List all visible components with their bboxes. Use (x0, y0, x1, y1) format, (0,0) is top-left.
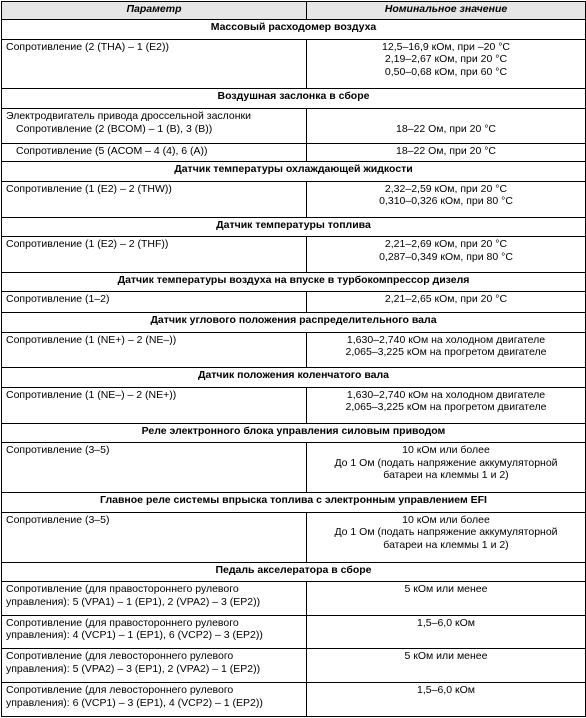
value-text: 1,5–6,0 кОм (417, 684, 475, 697)
param-cell (2, 683, 307, 717)
value-text: 18–22 Ом, при 20 °С (395, 123, 497, 135)
param-text: Сопротивление (3–5) (6, 444, 110, 457)
param-text: Сопротивление (1 (NE–) – 2 (NE+)) (6, 388, 177, 401)
section-header (2, 162, 586, 182)
table-row (2, 683, 586, 717)
value-text: 2,065–3,225 кОм на прогретом двигателе (345, 401, 547, 414)
section-title: Датчик температуры охлаждающей жидкости (2, 162, 586, 182)
value-text: 5 кОм или менее (404, 650, 488, 663)
table-row (2, 582, 586, 616)
param-cell (2, 615, 307, 649)
section-title: Воздушная заслонка в сборе (2, 89, 586, 109)
param-text: управления): 6 (VCP1) – 3 (EP1), 4 (VCP2) – 1 (EP2)) (6, 696, 263, 709)
section-title: Педаль акселератора в сборе (2, 562, 586, 582)
specifications-table (1, 1, 586, 717)
section-title: Массовый расходомер воздуха (2, 20, 586, 40)
table-row (2, 39, 586, 89)
value-text: 2,19–2,67 кОм, при 20 °С (384, 53, 508, 66)
section-title: Главное реле системы впрыска топлива с электронным управлением EFI (2, 493, 586, 513)
value-cell (307, 387, 586, 423)
table-row (2, 143, 586, 161)
value-cell (307, 143, 586, 161)
value-text: 2,21–2,65 кОм, при 20 °С (384, 293, 508, 306)
param-cell (2, 649, 307, 683)
value-text: До 1 Ом (подать напряжение аккумуляторной (334, 526, 558, 539)
value-text: 0,310–0,326 кОм, при 80 °С (379, 195, 513, 208)
section-title: Реле электронного блока управления силовым приводом (2, 423, 586, 443)
table-row (2, 332, 586, 368)
param-cell (2, 512, 307, 562)
param-text: Сопротивление (для левостороннего рулевого (6, 684, 234, 697)
value-text: 1,5–6,0 кОм (417, 616, 475, 629)
param-text: Сопротивление (2 (BCOM) – 1 (B), 3 (B)) (16, 122, 213, 135)
table-row (2, 237, 586, 273)
value-text: 12,5–16,9 кОм, при –20 °С (382, 40, 510, 53)
value-text: 10 кОм или более (402, 444, 490, 457)
table-row (2, 292, 586, 313)
section-header (2, 89, 586, 109)
value-cell (307, 237, 586, 273)
value-cell (307, 582, 586, 616)
table-row (2, 387, 586, 423)
value-text: батареи на клеммы 1 и 2) (383, 469, 509, 482)
section-header (2, 562, 586, 582)
value-text: 10 кОм или более (402, 513, 490, 526)
param-cell (2, 582, 307, 616)
value-text: батареи на клеммы 1 и 2) (383, 538, 509, 551)
section-title: Датчик углового положения распределительного вала (2, 313, 586, 333)
section-header (2, 217, 586, 237)
table-row (2, 512, 586, 562)
param-cell (2, 332, 307, 368)
param-text: Сопротивление (1 (NE+) – 2 (NE–)) (6, 333, 177, 346)
header-nominal-value: Номинальное значение (307, 2, 586, 20)
section-header (2, 368, 586, 388)
param-text: управления): 4 (VCP1) – 1 (EP1), 6 (VCP2) – 3 (EP2)) (6, 629, 263, 642)
value-text: 5 кОм или менее (404, 583, 488, 596)
param-text: управления): 5 (VPA2) – 3 (EP1), 2 (VPA2) – 1 (EP2)) (6, 662, 261, 675)
table-row (2, 181, 586, 217)
table-row (2, 443, 586, 493)
value-text: 2,21–2,69 кОм, при 20 °С (384, 238, 508, 251)
table-row (2, 649, 586, 683)
value-text: 1,630–2,740 кОм на холодном двигателе (346, 333, 546, 346)
section-header (2, 493, 586, 513)
value-text: До 1 Ом (подать напряжение аккумуляторной (334, 456, 558, 469)
section-title: Датчик температуры воздуха на впуске в турбокомпрессор дизеля (2, 272, 586, 292)
param-text: управления): 5 (VPA1) – 1 (EP1), 2 (VPA2) – 3 (EP2)) (6, 595, 261, 608)
param-cell (2, 237, 307, 273)
section-title: Датчик положения коленчатого вала (2, 368, 586, 388)
param-text: Сопротивление (2 (THA) – 1 (E2)) (6, 40, 169, 53)
section-header (2, 423, 586, 443)
value-cell (307, 683, 586, 717)
value-cell (307, 181, 586, 217)
param-cell (2, 443, 307, 493)
value-text: 18–22 Ом, при 20 °С (395, 144, 497, 157)
param-text: Сопротивление (для правостороннего рулевого (6, 616, 239, 629)
param-text: Сопротивление (для левостороннего рулевого (6, 650, 234, 663)
table-row (2, 615, 586, 649)
value-cell (307, 649, 586, 683)
value-cell (307, 332, 586, 368)
section-header (2, 20, 586, 40)
param-text: Сопротивление (для правостороннего рулевого (6, 583, 239, 596)
param-cell (2, 181, 307, 217)
value-cell (307, 512, 586, 562)
value-text: 2,065–3,225 кОм на прогретом двигателе (345, 346, 547, 359)
table-header-row (2, 2, 586, 20)
param-text: Сопротивление (1 (E2) – 2 (THW)) (6, 182, 172, 195)
param-text: Сопротивление (1 (E2) – 2 (THF)) (6, 238, 169, 251)
value-text: 0,287–0,349 кОм, при 80 °С (379, 250, 513, 263)
param-cell (2, 109, 307, 144)
param-text: Сопротивление (1–2) (6, 293, 110, 306)
value-cell (307, 39, 586, 89)
value-text: 0,50–0,68 кОм, при 60 °С (384, 65, 508, 78)
header-parameter: Параметр (2, 2, 307, 20)
section-header (2, 272, 586, 292)
table-row (2, 109, 586, 144)
param-text: Сопротивление (5 (ACOM – 4 (4), 6 (A)) (16, 144, 208, 157)
value-cell (307, 615, 586, 649)
param-cell (2, 143, 307, 161)
section-title: Датчик температуры топлива (2, 217, 586, 237)
value-text: 2,32–2,59 кОм, при 20 °С (384, 182, 508, 195)
value-cell (307, 292, 586, 313)
param-cell (2, 387, 307, 423)
value-text: 1,630–2,740 кОм на холодном двигателе (346, 388, 546, 401)
param-text: Сопротивление (3–5) (6, 513, 110, 526)
group-label: Электродвигатель привода дроссельной заслонки (6, 110, 252, 122)
section-header (2, 313, 586, 333)
param-cell (2, 39, 307, 89)
param-cell (2, 292, 307, 313)
value-cell (307, 443, 586, 493)
value-cell (307, 109, 586, 144)
